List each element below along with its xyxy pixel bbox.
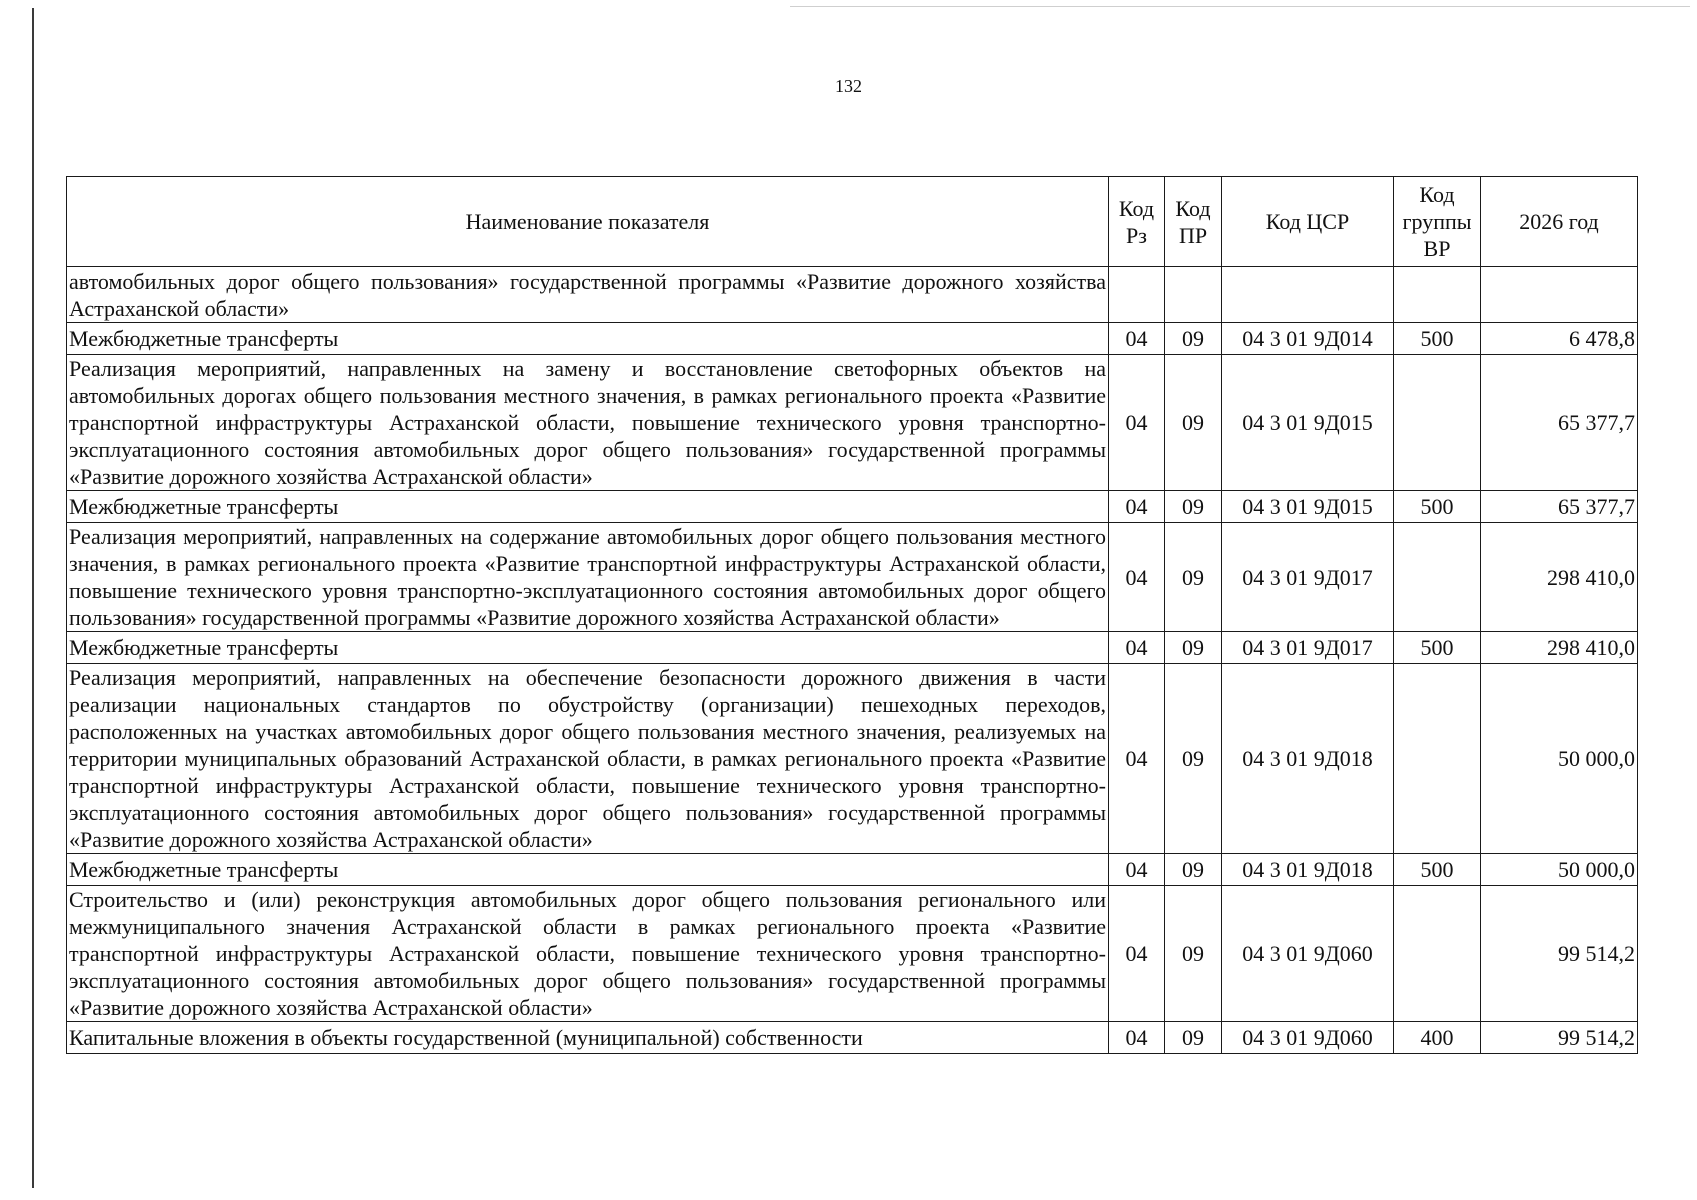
row-code-vr: 400 (1394, 1022, 1481, 1054)
table-row (67, 664, 1638, 854)
row-code-rz: 04 (1109, 886, 1165, 1022)
table-row (67, 854, 1638, 886)
row-name: Межбюджетные трансферты (67, 632, 1109, 664)
row-code-pr: 09 (1165, 523, 1222, 632)
row-code-vr (1394, 886, 1481, 1022)
row-code-rz: 04 (1109, 854, 1165, 886)
scan-edge-top (790, 6, 1690, 7)
row-amount: 65 377,7 (1481, 491, 1638, 523)
row-code-vr (1394, 355, 1481, 491)
row-code-rz: 04 (1109, 664, 1165, 854)
row-amount: 65 377,7 (1481, 355, 1638, 491)
header-name: Наименование показателя (67, 177, 1109, 267)
row-code-vr (1394, 664, 1481, 854)
row-name: Реализация мероприятий, направленных на обеспечение безопасности дорожного движения в части реализации национальных стандартов по обустройству (организации) пешеходных переходов, расположенных на участках автомобильных дорог общего пользования местного значения, реализуемых на территории муниципальных образований Астраханской области, в рамках регионального проекта «Развитие транспортной инфраструктуры Астраханской области, повышение технического уровня транспортно-эксплуатационного состояния автомобильных дорог общего пользования» государственной программы «Развитие дорожного хозяйства Астраханской области» (67, 664, 1109, 854)
table-body (67, 267, 1638, 1054)
row-code-vr: 500 (1394, 491, 1481, 523)
row-code-csr: 04 3 01 9Д060 (1222, 886, 1394, 1022)
row-code-csr: 04 3 01 9Д018 (1222, 854, 1394, 886)
row-code-pr: 09 (1165, 886, 1222, 1022)
row-code-pr: 09 (1165, 355, 1222, 491)
row-code-csr (1222, 267, 1394, 323)
row-name: Строительство и (или) реконструкция автомобильных дорог общего пользования регионального или межмуниципального значения Астраханской области в рамках регионального проекта «Развитие транспортной инфраструктуры Астраханской области, повышение технического уровня транспортно-эксплуатационного состояния автомобильных дорог общего пользования» государственной программы «Развитие дорожного хозяйства Астраханской области» (67, 886, 1109, 1022)
row-amount: 298 410,0 (1481, 632, 1638, 664)
budget-table (66, 176, 1638, 1054)
row-code-pr: 09 (1165, 323, 1222, 355)
row-amount: 99 514,2 (1481, 886, 1638, 1022)
row-name: Реализация мероприятий, направленных на содержание автомобильных дорог общего пользования местного значения, в рамках регионального проекта «Развитие транспортной инфраструктуры Астраханской области, повышение технического уровня транспортно-эксплуатационного состояния автомобильных дорог общего пользования» государственной программы «Развитие дорожного хозяйства Астраханской области» (67, 523, 1109, 632)
table-row (67, 1022, 1638, 1054)
table-row (67, 886, 1638, 1022)
row-code-vr (1394, 523, 1481, 632)
row-name: Межбюджетные трансферты (67, 491, 1109, 523)
row-amount (1481, 267, 1638, 323)
table-row (67, 323, 1638, 355)
table-row (67, 632, 1638, 664)
table-row (67, 491, 1638, 523)
row-code-csr: 04 3 01 9Д015 (1222, 491, 1394, 523)
row-name: Межбюджетные трансферты (67, 854, 1109, 886)
row-name: автомобильных дорог общего пользования» государственной программы «Развитие дорожного хозяйства Астраханской области» (67, 267, 1109, 323)
row-code-rz: 04 (1109, 1022, 1165, 1054)
row-amount: 298 410,0 (1481, 523, 1638, 632)
row-name: Межбюджетные трансферты (67, 323, 1109, 355)
row-code-pr: 09 (1165, 632, 1222, 664)
row-code-pr: 09 (1165, 854, 1222, 886)
header-code-rz: Код Рз (1109, 177, 1165, 267)
row-code-csr: 04 3 01 9Д017 (1222, 523, 1394, 632)
header-row (67, 177, 1638, 267)
table-row (67, 355, 1638, 491)
row-code-rz: 04 (1109, 523, 1165, 632)
row-code-pr: 09 (1165, 664, 1222, 854)
row-code-rz: 04 (1109, 355, 1165, 491)
header-code-csr: Код ЦСР (1222, 177, 1394, 267)
row-code-csr: 04 3 01 9Д014 (1222, 323, 1394, 355)
row-name: Реализация мероприятий, направленных на замену и восстановление светофорных объектов на автомобильных дорогах общего пользования местного значения, в рамках регионального проекта «Развитие транспортной инфраструктуры Астраханской области, повышение технического уровня транспортно-эксплуатационного состояния автомобильных дорог общего пользования» государственной программы «Развитие дорожного хозяйства Астраханской области» (67, 355, 1109, 491)
row-code-vr: 500 (1394, 854, 1481, 886)
row-code-rz: 04 (1109, 632, 1165, 664)
row-code-rz: 04 (1109, 323, 1165, 355)
row-code-pr (1165, 267, 1222, 323)
header-code-pr: Код ПР (1165, 177, 1222, 267)
row-code-vr: 500 (1394, 323, 1481, 355)
row-code-csr: 04 3 01 9Д017 (1222, 632, 1394, 664)
row-code-vr: 500 (1394, 632, 1481, 664)
page-number: 132 (835, 76, 862, 96)
row-code-csr: 04 3 01 9Д015 (1222, 355, 1394, 491)
row-code-csr: 04 3 01 9Д018 (1222, 664, 1394, 854)
row-code-vr (1394, 267, 1481, 323)
scan-edge-left (32, 8, 34, 1188)
table-row (67, 267, 1638, 323)
table-header (67, 177, 1638, 267)
row-code-pr: 09 (1165, 491, 1222, 523)
header-year: 2026 год (1481, 177, 1638, 267)
row-amount: 99 514,2 (1481, 1022, 1638, 1054)
row-code-pr: 09 (1165, 1022, 1222, 1054)
row-amount: 50 000,0 (1481, 664, 1638, 854)
row-code-rz: 04 (1109, 491, 1165, 523)
row-code-csr: 04 3 01 9Д060 (1222, 1022, 1394, 1054)
row-name: Капитальные вложения в объекты государственной (муниципальной) собственности (67, 1022, 1109, 1054)
row-amount: 6 478,8 (1481, 323, 1638, 355)
row-amount: 50 000,0 (1481, 854, 1638, 886)
header-code-vr: Код группы ВР (1394, 177, 1481, 267)
row-code-rz (1109, 267, 1165, 323)
table-row (67, 523, 1638, 632)
